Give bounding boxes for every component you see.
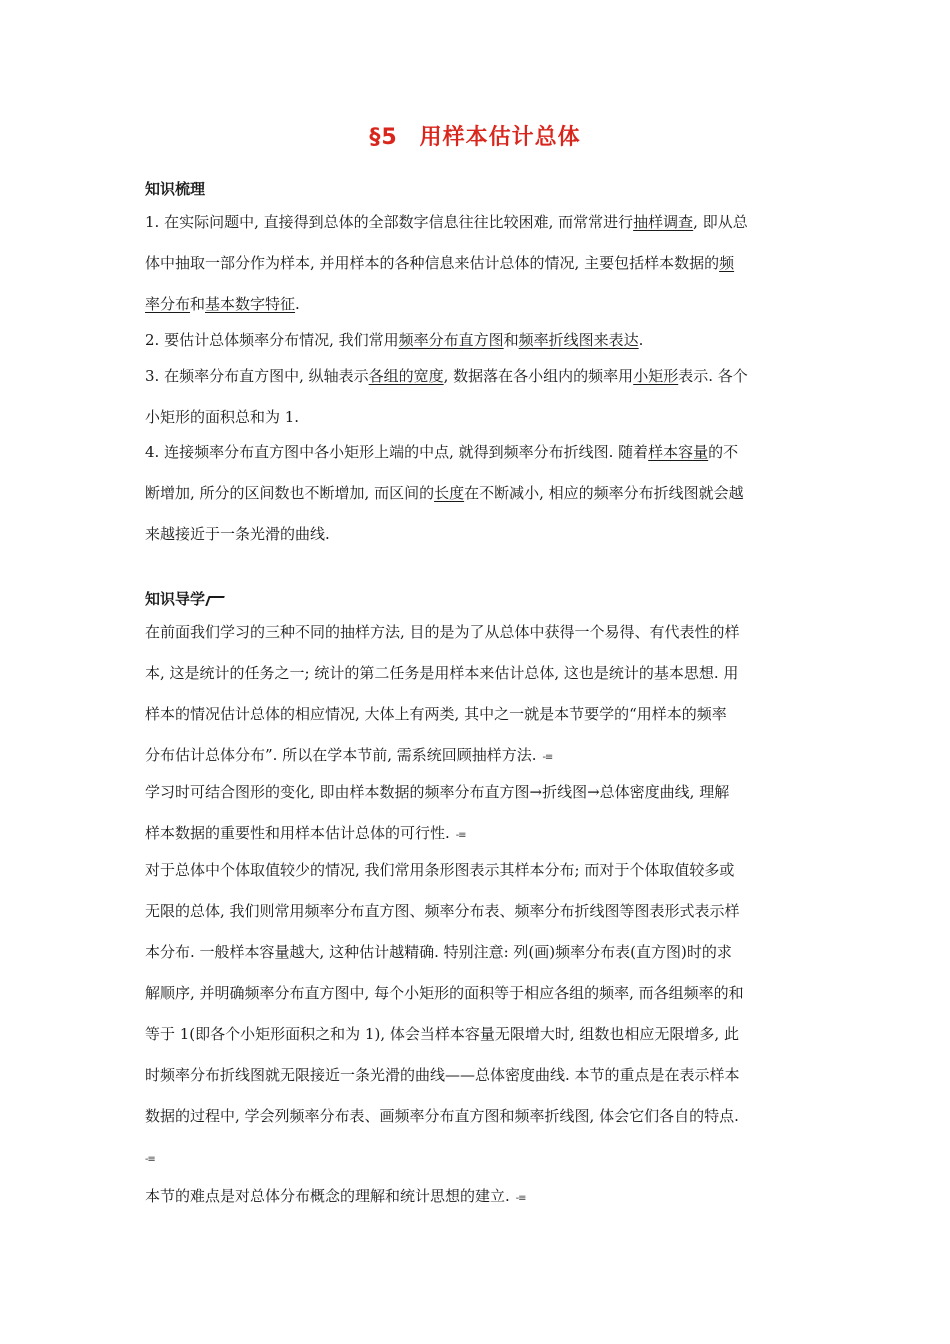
paragraph-mark: -≡ (455, 830, 466, 841)
guide-paragraph-1 (145, 612, 807, 778)
underlined-term: 抽样调查 (633, 213, 694, 231)
underlined-term: 样本容量 (648, 443, 709, 461)
text-span: 2. 要估计总体频率分布情况, 我们常用 (145, 331, 399, 349)
guide-paragraph-4 (145, 1176, 807, 1219)
text-span: 和 (190, 295, 206, 313)
guide-p3-line-6: 时频率分布折线图就无限接近一条光滑的曲线——总体密度曲线. 本节的重点是在表示样本 (145, 1066, 740, 1084)
text-span: . (638, 331, 644, 349)
text-span: 本节的难点是对总体分布概念的理解和统计思想的建立. (145, 1187, 510, 1205)
underlined-term: 频率分布直方图 (398, 331, 504, 349)
text-span: 和 (503, 331, 519, 349)
text-span: 断增加, 所分的区间数也不断增加, 而区间的 (145, 484, 435, 502)
text-span: 的不 (708, 443, 739, 461)
text-span: 体中抽取一部分作为样本, 并用样本的各种信息来估计总体的情况, 主要包括样本数据的 (145, 254, 720, 272)
paragraph-mark: -≡ (145, 1154, 155, 1165)
paragraph-4 (145, 432, 807, 555)
paragraph-3-line-1 (145, 356, 807, 397)
title-text: 用样本估计总体 (419, 125, 581, 150)
guide-paragraph-3 (145, 850, 807, 1180)
section-heading-guide-text: 知识导学 (145, 590, 206, 608)
underlined-term: 频 (719, 254, 735, 272)
guide-p4-line-1 (145, 1176, 807, 1219)
guide-p1-line-3: 样本的情况估计总体的相应情况, 大体上有两类, 其中之一就是本节要学的“用样本的频率 (145, 705, 727, 723)
text-span: , 数据落在各小组内的频率用 (443, 367, 634, 385)
text-span: , 即从总 (693, 213, 748, 231)
section-number: §5 (369, 125, 398, 150)
guide-p3-line-3: 本分布. 一般样本容量越大, 这种估计越精确. 特别注意: 列(画)频率分布表(直方图)时的求 (145, 943, 732, 961)
text-span: 3. 在频率分布直方图中, 纵轴表示 (145, 367, 369, 385)
underlined-term: 频率折线图来表达 (518, 331, 639, 349)
paragraph-1 (145, 202, 807, 325)
paragraph-1-line-2 (145, 243, 807, 284)
guide-paragraph-2 (145, 772, 807, 856)
guide-p1-line-1: 在前面我们学习的三种不同的抽样方法, 目的是为了从总体中获得一个易得、有代表性的样 (145, 623, 740, 641)
guide-p3-line-8 (145, 1137, 807, 1180)
paragraph-4-line-3: 来越接近于一条光滑的曲线. (145, 525, 330, 543)
page-title (0, 120, 950, 151)
paragraph-1-line-1 (145, 202, 807, 243)
paragraph-4-line-1 (145, 432, 807, 473)
guide-p2-line-1: 学习时可结合图形的变化, 即由样本数据的频率分布直方图→折线图→总体密度曲线, 理解 (145, 783, 730, 801)
guide-p3-line-1: 对于总体中个体取值较少的情况, 我们常用条形图表示其样本分布; 而对于个体取值较多或 (145, 861, 735, 879)
guide-p3-line-5: 等于 1(即各个小矩形面积之和为 1), 体会当样本容量无限增大时, 组数也相应无限增多, 此 (145, 1025, 739, 1043)
paragraph-4-line-2 (145, 473, 807, 514)
paragraph-2 (145, 320, 807, 361)
paragraph-1-line-3 (145, 284, 807, 325)
guide-p1-line-2: 本, 这是统计的任务之一; 统计的第二任务是用样本来估计总体, 这也是统计的基本思想. 用 (145, 664, 739, 682)
underlined-term: 率分布 (145, 295, 191, 313)
guide-p3-line-2: 无限的总体, 我们则常用频率分布直方图、频率分布表、频率分布折线图等图表形式表示样 (145, 902, 740, 920)
text-span: 样本数据的重要性和用样本估计总体的可行性. (145, 824, 450, 842)
text-span: 表示. 各个 (678, 367, 748, 385)
guide-p3-line-7: 数据的过程中, 学会列频率分布表、画频率分布直方图和频率折线图, 体会它们各自的特点. (145, 1107, 739, 1125)
paragraph-mark: -≡ (542, 752, 553, 763)
underlined-term: 小矩形 (633, 367, 679, 385)
text-span: . (295, 295, 300, 313)
paragraph-3-line-2: 小矩形的面积总和为 1. (145, 408, 300, 426)
guide-p3-line-4: 解顺序, 并明确频率分布直方图中, 每个小矩形的面积等于相应各组的频率, 而各组频率的和 (145, 984, 744, 1002)
bracket-icon (205, 596, 225, 606)
paragraph-2-line-1 (145, 320, 807, 361)
underlined-term: 长度 (434, 484, 465, 502)
paragraph-mark: -≡ (515, 1193, 526, 1204)
text-span: 1. 在实际问题中, 直接得到总体的全部数字信息往往比较困难, 而常常进行 (145, 213, 634, 231)
text-span: 4. 连接频率分布直方图中各小矩形上端的中点, 就得到频率分布折线图. 随着 (145, 443, 649, 461)
section-heading-guide (145, 588, 223, 609)
text-span: 分布估计总体分布”. 所以在学本节前, 需系统回顾抽样方法. (145, 746, 537, 764)
underlined-term: 各组的宽度 (368, 367, 444, 385)
section-heading-summary: 知识梳理 (145, 180, 206, 198)
paragraph-3 (145, 356, 807, 438)
underlined-term: 基本数字特征 (205, 295, 296, 313)
text-span: 在不断减小, 相应的频率分布折线图就会越 (464, 484, 744, 502)
